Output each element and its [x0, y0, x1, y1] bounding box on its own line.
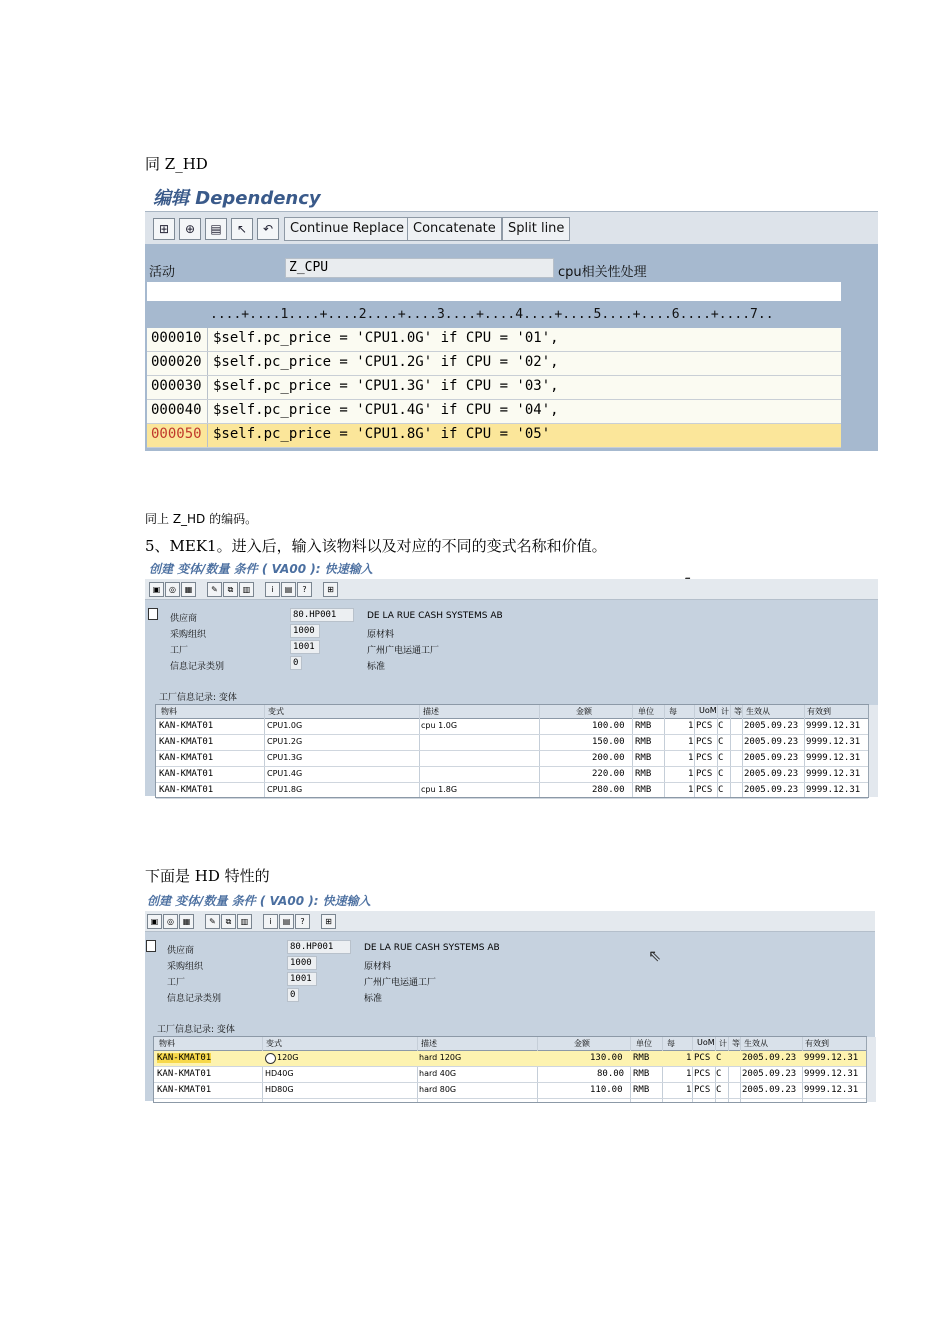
code-line[interactable]: [147, 376, 841, 400]
column-header[interactable]: 单位: [638, 707, 654, 716]
cell-valid-to[interactable]: 9999.12.31: [804, 1069, 859, 1079]
variant-table: [153, 1036, 867, 1103]
column-header[interactable]: 金额: [576, 707, 592, 716]
layout-icon[interactable]: ⊞: [323, 582, 338, 597]
cell-amount[interactable]: 130.00: [590, 1053, 623, 1063]
code-line[interactable]: [147, 328, 841, 352]
field-label: 采购组织: [167, 962, 204, 972]
line-number: 000020: [151, 354, 202, 370]
cell-unit[interactable]: RMB: [633, 1085, 650, 1095]
cell-valid-from[interactable]: 2005.09.23: [744, 753, 799, 763]
condition-title: 创建 变体/数量 条件 ( VA00 ): 快速输入: [149, 562, 373, 576]
cell-c[interactable]: C: [718, 785, 724, 795]
field-label: 信息记录类别: [170, 662, 225, 672]
paste-icon[interactable]: ▤: [205, 218, 227, 240]
line-code: $self.pc_price = 'CPU1.2G' if CPU = '02',: [213, 354, 559, 370]
cell-uom[interactable]: PCS: [696, 737, 713, 747]
cell-valid-to[interactable]: 9999.12.31: [806, 785, 861, 795]
column-header[interactable]: 每: [669, 707, 677, 716]
code-line-current[interactable]: [147, 424, 841, 448]
table-header: [156, 705, 868, 719]
info-category-field[interactable]: 0: [287, 988, 299, 1002]
cell-material[interactable]: KAN-KMAT01: [159, 769, 214, 779]
cell-description[interactable]: cpu 1.0G: [421, 721, 458, 730]
document-icon: [148, 608, 158, 620]
table-row[interactable]: [154, 1067, 866, 1083]
document-icon: [146, 940, 156, 952]
purch-org-description: 原材料: [367, 630, 395, 640]
undo-icon[interactable]: ↶: [257, 218, 279, 240]
delete-icon[interactable]: ▥: [239, 582, 254, 597]
table-row[interactable]: [156, 735, 868, 751]
delete-icon[interactable]: ▥: [237, 914, 252, 929]
table-scrollbar[interactable]: [868, 705, 878, 797]
table-row[interactable]: [156, 751, 868, 767]
cell-unit[interactable]: RMB: [635, 721, 652, 731]
value-help-icon[interactable]: [265, 1053, 276, 1064]
find-icon[interactable]: ◎: [165, 582, 180, 597]
cell-valid-to[interactable]: 9999.12.31: [806, 753, 861, 763]
plant-description: 广州广电运通工厂: [367, 646, 440, 656]
find-icon[interactable]: ◎: [163, 914, 178, 929]
cell-per[interactable]: 1: [688, 753, 694, 763]
purch-org-description: 原材料: [364, 962, 392, 972]
section-heading-hd: 下面是 HD 特性的: [145, 867, 270, 885]
cell-amount[interactable]: 100.00: [592, 721, 625, 731]
field-label: 信息记录类别: [167, 994, 222, 1004]
column-header[interactable]: 物料: [159, 1039, 175, 1048]
cell-c[interactable]: C: [718, 753, 724, 763]
cell-material[interactable]: KAN-KMAT01: [159, 721, 214, 731]
copy-icon[interactable]: ⧉: [223, 582, 238, 597]
section-heading-z-hd: 同 Z_HD: [145, 155, 208, 173]
condition-screenshot-hd: [145, 890, 875, 1101]
purch-org-field[interactable]: 1000: [287, 956, 317, 970]
vendor-field[interactable]: 80.HP001: [290, 608, 354, 622]
condition-screenshot-cpu: [145, 557, 878, 796]
dependency-editor-screenshot: [145, 178, 878, 451]
table-caption: 工厂信息记录: 变体: [157, 1025, 235, 1035]
column-header[interactable]: 等: [734, 707, 742, 716]
cell-variant[interactable]: CPU1.3G: [267, 753, 303, 762]
cell-uom[interactable]: PCS: [696, 721, 713, 731]
cell-uom[interactable]: PCS: [694, 1085, 711, 1095]
code-line[interactable]: [147, 400, 841, 424]
field-label: 工厂: [167, 978, 186, 988]
cell-amount[interactable]: 80.00: [597, 1069, 625, 1079]
edit-icon[interactable]: ✎: [207, 582, 222, 597]
split-line-button[interactable]: Split line: [502, 217, 570, 241]
table-row[interactable]: [156, 767, 868, 783]
cell-valid-from[interactable]: 2005.09.23: [742, 1053, 797, 1063]
cell-per[interactable]: 1: [688, 785, 694, 795]
cell-per[interactable]: 1: [688, 769, 694, 779]
cell-valid-to[interactable]: 9999.12.31: [806, 721, 861, 731]
cell-uom[interactable]: PCS: [696, 769, 713, 779]
column-header[interactable]: 单位: [636, 1039, 652, 1048]
condition-toolbar: [145, 911, 875, 932]
cell-amount[interactable]: 110.00: [590, 1085, 623, 1095]
field-label: 供应商: [167, 946, 195, 956]
table-row[interactable]: [156, 719, 868, 735]
cell-valid-from[interactable]: 2005.09.23: [744, 737, 799, 747]
table-row[interactable]: [154, 1083, 866, 1099]
cell-material[interactable]: KAN-KMAT01: [157, 1085, 212, 1095]
plant-field[interactable]: 1001: [287, 972, 317, 986]
cell-amount[interactable]: 280.00: [592, 785, 625, 795]
column-header[interactable]: UoM: [699, 706, 717, 715]
save-icon[interactable]: ▦: [181, 582, 196, 597]
column-header[interactable]: 变式: [266, 1039, 282, 1048]
cell-amount[interactable]: 220.00: [592, 769, 625, 779]
line-number: 000010: [151, 330, 202, 346]
condition-body: [145, 932, 875, 1101]
cell-variant[interactable]: CPU1.0G: [267, 721, 303, 730]
column-header[interactable]: 描述: [423, 707, 439, 716]
line-number: 000050: [151, 426, 202, 442]
cell-c[interactable]: C: [716, 1053, 722, 1063]
cell-uom[interactable]: PCS: [696, 753, 713, 763]
cell-valid-from[interactable]: 2005.09.23: [742, 1069, 797, 1079]
cell-material[interactable]: KAN-KMAT01: [159, 753, 214, 763]
info-category-description: 标准: [367, 662, 386, 672]
dependency-name-field[interactable]: Z_CPU: [285, 258, 554, 278]
cell-amount[interactable]: 150.00: [592, 737, 625, 747]
cell-variant[interactable]: CPU1.4G: [267, 769, 303, 778]
cell-variant[interactable]: CPU1.2G: [267, 737, 303, 746]
column-header[interactable]: 有效到: [805, 1039, 829, 1048]
help-icon[interactable]: ?: [295, 914, 310, 929]
select-icon[interactable]: ↖: [231, 218, 253, 240]
step-mek1-text: 5、MEK1。进入后，输入该物料以及对应的不同的变式名称和价值。: [145, 537, 607, 555]
layout-icon[interactable]: ⊞: [321, 914, 336, 929]
info-category-description: 标准: [364, 994, 383, 1004]
field-label: 供应商: [170, 614, 198, 624]
field-label: 采购组织: [170, 630, 207, 640]
editor-ruler: ....+....1....+....2....+....3....+....4....+....5....+....6....+....7..: [210, 307, 774, 322]
details-icon[interactable]: ▤: [279, 914, 294, 929]
cell-material[interactable]: KAN-KMAT01: [157, 1053, 212, 1063]
column-header[interactable]: 变式: [268, 707, 284, 716]
table-header: [154, 1037, 866, 1051]
vendor-description: DE LA RUE CASH SYSTEMS AB: [367, 611, 503, 621]
line-number: 000030: [151, 378, 202, 394]
condition-body: [145, 600, 878, 796]
column-header[interactable]: 描述: [421, 1039, 437, 1048]
cell-c[interactable]: C: [716, 1085, 722, 1095]
cell-c[interactable]: C: [718, 721, 724, 731]
cell-variant[interactable]: HD40G: [265, 1069, 294, 1078]
editor-toolbar: [145, 211, 878, 245]
status-label: 活动: [149, 265, 176, 280]
cell-valid-to[interactable]: 9999.12.31: [806, 769, 861, 779]
cell-valid-from[interactable]: 2005.09.23: [744, 785, 799, 795]
cell-description[interactable]: hard 120G: [419, 1053, 462, 1062]
cell-per[interactable]: 1: [686, 1069, 692, 1079]
cell-uom[interactable]: PCS: [694, 1053, 711, 1063]
column-header[interactable]: 计: [721, 707, 729, 716]
table-caption: 工厂信息记录: 变体: [159, 693, 237, 703]
edit-icon[interactable]: ✎: [205, 914, 220, 929]
cell-unit[interactable]: RMB: [635, 753, 652, 763]
note-same-encoding: 同上 Z_HD 的编码。: [145, 512, 258, 526]
cell-per[interactable]: 1: [688, 737, 694, 747]
cell-variant[interactable]: CPU1.8G: [267, 785, 303, 794]
line-code: $self.pc_price = 'CPU1.3G' if CPU = '03',: [213, 378, 559, 394]
vendor-description: DE LA RUE CASH SYSTEMS AB: [364, 943, 500, 953]
code-line[interactable]: [147, 352, 841, 376]
cell-variant[interactable]: HD80G: [265, 1085, 294, 1094]
pretty-printer-icon[interactable]: ⊞: [153, 218, 175, 240]
cell-unit[interactable]: RMB: [633, 1053, 650, 1063]
field-label: 工厂: [170, 646, 189, 656]
cell-per[interactable]: 1: [688, 721, 694, 731]
column-header[interactable]: 每: [667, 1039, 675, 1048]
save-icon[interactable]: ▦: [179, 914, 194, 929]
cell-variant[interactable]: 120G: [277, 1053, 299, 1062]
column-header[interactable]: 生效从: [744, 1039, 768, 1048]
cell-valid-from[interactable]: 2005.09.23: [742, 1085, 797, 1095]
cell-uom[interactable]: PCS: [694, 1069, 711, 1079]
plant-description: 广州广电运通工厂: [364, 978, 437, 988]
continue-replace-button[interactable]: Continue Replace: [284, 217, 410, 241]
table-row[interactable]: [156, 783, 868, 799]
print-icon[interactable]: ▣: [149, 582, 164, 597]
cell-unit[interactable]: RMB: [635, 785, 652, 795]
cell-description[interactable]: hard 40G: [419, 1069, 457, 1078]
cell-valid-to[interactable]: 9999.12.31: [804, 1053, 859, 1063]
insert-line-icon[interactable]: ⊕: [179, 218, 201, 240]
column-header[interactable]: 等: [732, 1039, 740, 1048]
vendor-field[interactable]: 80.HP001: [287, 940, 351, 954]
cell-material[interactable]: KAN-KMAT01: [159, 737, 214, 747]
column-header[interactable]: 有效到: [807, 707, 831, 716]
cell-unit[interactable]: RMB: [633, 1069, 650, 1079]
info-category-field[interactable]: 0: [290, 656, 302, 670]
copy-icon[interactable]: ⧉: [221, 914, 236, 929]
cell-description[interactable]: hard 80G: [419, 1085, 457, 1094]
cell-valid-from[interactable]: 2005.09.23: [744, 769, 799, 779]
cell-material[interactable]: KAN-KMAT01: [157, 1069, 212, 1079]
cell-material[interactable]: KAN-KMAT01: [159, 785, 214, 795]
cell-amount[interactable]: 200.00: [592, 753, 625, 763]
condition-title: 创建 变体/数量 条件 ( VA00 ): 快速输入: [147, 894, 371, 908]
help-icon[interactable]: ?: [297, 582, 312, 597]
cell-per[interactable]: 1: [686, 1085, 692, 1095]
column-header[interactable]: 金额: [574, 1039, 590, 1048]
mouse-cursor-icon: ⇖: [648, 946, 662, 965]
condition-toolbar: [145, 579, 878, 600]
editor-body: [145, 244, 878, 451]
info-icon[interactable]: i: [265, 582, 280, 597]
info-icon[interactable]: i: [263, 914, 278, 929]
line-code: $self.pc_price = 'CPU1.0G' if CPU = '01',: [213, 330, 559, 346]
concatenate-button[interactable]: Concatenate: [407, 217, 502, 241]
line-code: $self.pc_price = 'CPU1.8G' if CPU = '05': [213, 426, 551, 442]
cell-valid-to[interactable]: 9999.12.31: [804, 1085, 859, 1095]
table-row-selected[interactable]: [154, 1051, 866, 1067]
cell-per[interactable]: 1: [686, 1053, 692, 1063]
print-icon[interactable]: ▣: [147, 914, 162, 929]
cell-c[interactable]: C: [716, 1069, 722, 1079]
column-header[interactable]: 物料: [161, 707, 177, 716]
cell-description[interactable]: cpu 1.8G: [421, 785, 458, 794]
cell-valid-to[interactable]: 9999.12.31: [806, 737, 861, 747]
cell-c[interactable]: C: [718, 769, 724, 779]
cell-unit[interactable]: RMB: [635, 737, 652, 747]
column-header[interactable]: 生效从: [746, 707, 770, 716]
column-header[interactable]: UoM: [697, 1038, 715, 1047]
details-icon[interactable]: ▤: [281, 582, 296, 597]
table-scrollbar[interactable]: [866, 1037, 876, 1102]
line-code: $self.pc_price = 'CPU1.4G' if CPU = '04',: [213, 402, 559, 418]
dependency-title: 编辑 Dependency: [153, 188, 321, 209]
cell-c[interactable]: C: [718, 737, 724, 747]
plant-field[interactable]: 1001: [290, 640, 320, 654]
cell-uom[interactable]: PCS: [696, 785, 713, 795]
variant-table: [155, 704, 869, 798]
cell-valid-from[interactable]: 2005.09.23: [744, 721, 799, 731]
cell-unit[interactable]: RMB: [635, 769, 652, 779]
editor-blank-line: [147, 282, 841, 301]
column-header[interactable]: 计: [719, 1039, 727, 1048]
dependency-description: cpu相关性处理: [558, 265, 647, 280]
purch-org-field[interactable]: 1000: [290, 624, 320, 638]
line-number: 000040: [151, 402, 202, 418]
